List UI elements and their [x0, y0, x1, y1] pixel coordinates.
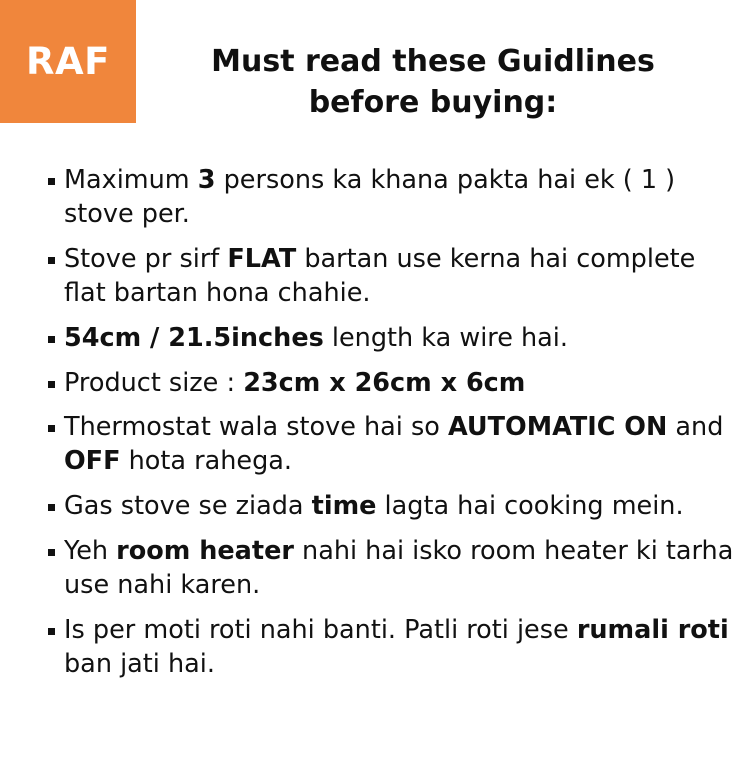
guideline-emphasis: 23cm x 26cm x 6cm [243, 367, 526, 398]
page-title: Must read these Guidlines before buying: [211, 44, 655, 120]
guideline-text: Stove pr sirf [64, 243, 228, 274]
guideline-text: Is per moti roti nahi banti. Patli roti jese [64, 614, 577, 645]
guideline-text: Thermostat wala stove hai so [64, 412, 448, 443]
guideline-emphasis: 3 [197, 165, 216, 195]
guideline-text: lagta hai cooking mein. [376, 491, 684, 522]
guideline-item [48, 164, 740, 232]
guideline-item [48, 243, 740, 311]
brand-logo-text: RAF [26, 40, 110, 83]
guideline-emphasis: 54cm / 21.5inches [64, 322, 324, 353]
guideline-text: length ka wire hai. [323, 322, 568, 353]
guidelines-list [0, 164, 750, 682]
guideline-item [48, 411, 740, 479]
guideline-text: Maximum [64, 165, 198, 195]
guideline-emphasis: room heater [116, 536, 294, 567]
page-title-wrap [136, 0, 750, 143]
guideline-text: persons ka khana pakta hai ek ( 1 ) stove per. [64, 165, 676, 229]
guideline-item [48, 614, 740, 682]
guideline-text: bartan use kerna hai complete flat bartan hona chahie. [64, 243, 696, 308]
guideline-text: Yeh [64, 536, 117, 567]
guideline-item [48, 535, 740, 603]
page-header [0, 0, 750, 128]
guideline-emphasis: FLAT [227, 243, 297, 274]
guideline-item [48, 322, 740, 356]
guideline-emphasis: time [311, 491, 377, 522]
guideline-text: hota rahega. [120, 446, 293, 477]
guideline-emphasis: rumali roti [576, 614, 729, 645]
guideline-text: Gas stove se ziada [64, 491, 312, 522]
guideline-item [48, 490, 740, 524]
guideline-emphasis: AUTOMATIC ON [447, 412, 668, 443]
guideline-text: ban jati hai. [64, 648, 215, 679]
guideline-item [48, 367, 740, 401]
guideline-text: Product size : [64, 367, 244, 398]
guideline-text: and [667, 412, 724, 443]
brand-logo [0, 0, 136, 123]
guideline-text: nahi hai isko room heater ki tarha use nahi karen. [64, 536, 734, 601]
guideline-emphasis: OFF [64, 446, 121, 477]
